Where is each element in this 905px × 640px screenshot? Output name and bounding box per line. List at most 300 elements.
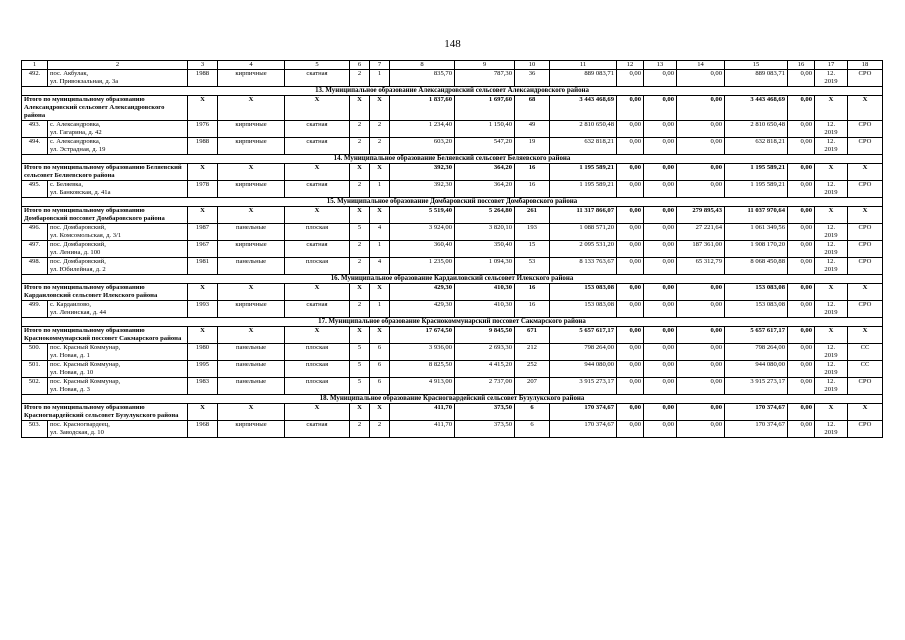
table-cell: кирпичные bbox=[218, 301, 285, 318]
subtotal-cell: 0,00 bbox=[644, 284, 677, 301]
table-cell: 0,00 bbox=[677, 138, 725, 155]
subtotal-cell: 1 195 589,21 bbox=[725, 164, 788, 181]
table-cell: 0,00 bbox=[788, 258, 815, 275]
table-cell: плоская bbox=[285, 344, 350, 361]
subtotal-cell: 153 083,08 bbox=[725, 284, 788, 301]
subtotal-cell: X bbox=[370, 164, 390, 181]
table-row bbox=[22, 301, 883, 318]
table-cell: СРО bbox=[848, 138, 883, 155]
table-cell: 0,00 bbox=[788, 181, 815, 198]
table-cell: 0,00 bbox=[644, 378, 677, 395]
table-cell: скатная bbox=[285, 70, 350, 87]
table-cell: СРО bbox=[848, 378, 883, 395]
table-cell: 501. bbox=[22, 361, 48, 378]
address-cell: пос. Красный Коммунар, ул. Новая, д. 1 bbox=[48, 344, 188, 361]
table-cell: 1 061 349,56 bbox=[725, 224, 788, 241]
subtotal-cell: X bbox=[350, 207, 370, 224]
subtotal-cell: 1 837,60 bbox=[390, 96, 455, 121]
table-row bbox=[22, 70, 883, 87]
table-row bbox=[22, 138, 883, 155]
table-cell: 153 083,08 bbox=[725, 301, 788, 318]
table-cell: 1 908 170,20 bbox=[725, 241, 788, 258]
table-cell: 0,00 bbox=[677, 361, 725, 378]
subtotal-label: Итого по муниципальному образованию Кардаиловский сельсовет Илекского района bbox=[22, 284, 188, 301]
table-cell: СРО bbox=[848, 70, 883, 87]
table-cell: кирпичные bbox=[218, 138, 285, 155]
subtotal-cell: 11 037 970,64 bbox=[725, 207, 788, 224]
subtotal-cell: X bbox=[848, 284, 883, 301]
subtotal-cell: 16 bbox=[515, 164, 550, 181]
column-number: 1 bbox=[22, 61, 48, 70]
table-cell: 502. bbox=[22, 378, 48, 395]
table-cell: плоская bbox=[285, 361, 350, 378]
subtotal-cell: 279 895,43 bbox=[677, 207, 725, 224]
column-number: 2 bbox=[48, 61, 188, 70]
subtotal-cell: 261 bbox=[515, 207, 550, 224]
subtotal-cell: 0,00 bbox=[617, 284, 644, 301]
table-cell: 1 bbox=[370, 301, 390, 318]
table-cell: 0,00 bbox=[788, 138, 815, 155]
column-number: 11 bbox=[550, 61, 617, 70]
table-cell: 15 bbox=[515, 241, 550, 258]
table-cell: 0,00 bbox=[644, 344, 677, 361]
table-cell: 1993 bbox=[188, 301, 218, 318]
column-number: 9 bbox=[455, 61, 515, 70]
table-cell: скатная bbox=[285, 301, 350, 318]
table-cell: 212 bbox=[515, 344, 550, 361]
subtotal-cell: X bbox=[815, 96, 848, 121]
table-cell: 0,00 bbox=[677, 301, 725, 318]
table-cell: 1967 bbox=[188, 241, 218, 258]
address-cell: пос. Домбаровский, ул. Ленина, д. 100 bbox=[48, 241, 188, 258]
subtotal-cell: X bbox=[370, 404, 390, 421]
subtotal-cell: X bbox=[815, 207, 848, 224]
table-cell: 0,00 bbox=[677, 378, 725, 395]
table-cell: 0,00 bbox=[677, 121, 725, 138]
table-cell: 49 bbox=[515, 121, 550, 138]
subtotal-cell: 0,00 bbox=[617, 164, 644, 181]
table-cell: 0,00 bbox=[788, 70, 815, 87]
table-cell: панельные bbox=[218, 378, 285, 395]
subtotal-cell: 170 374,67 bbox=[550, 404, 617, 421]
table-cell: 0,00 bbox=[788, 224, 815, 241]
subtotal-cell: 5 264,80 bbox=[455, 207, 515, 224]
section-heading: 18. Муниципальное образование Красногвардейский сельсовет Бузулукского района bbox=[22, 395, 883, 404]
table-cell: 798 264,00 bbox=[725, 344, 788, 361]
table-cell: 411,70 bbox=[390, 421, 455, 438]
subtotal-cell: X bbox=[848, 327, 883, 344]
table-cell: 410,30 bbox=[455, 301, 515, 318]
table-cell: 632 818,21 bbox=[725, 138, 788, 155]
table-cell: 16 bbox=[515, 301, 550, 318]
table-cell: 0,00 bbox=[617, 421, 644, 438]
section-heading-row bbox=[22, 318, 883, 327]
subtotal-row bbox=[22, 164, 883, 181]
table-cell: 1987 bbox=[188, 224, 218, 241]
column-number: 7 bbox=[370, 61, 390, 70]
table-cell: СС bbox=[848, 361, 883, 378]
table-cell: 27 221,64 bbox=[677, 224, 725, 241]
subtotal-cell: 5 519,40 bbox=[390, 207, 455, 224]
subtotal-cell: X bbox=[815, 284, 848, 301]
table-cell: кирпичные bbox=[218, 70, 285, 87]
table-cell: 12. 2019 bbox=[815, 70, 848, 87]
subtotal-cell: 364,20 bbox=[455, 164, 515, 181]
subtotal-row bbox=[22, 404, 883, 421]
subtotal-cell: 170 374,67 bbox=[725, 404, 788, 421]
table-cell: 0,00 bbox=[788, 241, 815, 258]
table-cell: 6 bbox=[370, 344, 390, 361]
table-cell: 0,00 bbox=[788, 378, 815, 395]
section-heading-row bbox=[22, 395, 883, 404]
table-cell: 0,00 bbox=[617, 181, 644, 198]
table-cell: 497. bbox=[22, 241, 48, 258]
table-cell: 350,40 bbox=[455, 241, 515, 258]
subtotal-cell: 16 bbox=[515, 284, 550, 301]
table-cell: 1 bbox=[370, 181, 390, 198]
subtotal-cell: 392,30 bbox=[390, 164, 455, 181]
table-cell: 0,00 bbox=[644, 121, 677, 138]
table-cell: 0,00 bbox=[617, 138, 644, 155]
table-cell: 0,00 bbox=[617, 258, 644, 275]
subtotal-cell: X bbox=[188, 96, 218, 121]
subtotal-cell: 0,00 bbox=[617, 207, 644, 224]
column-number: 4 bbox=[218, 61, 285, 70]
subtotal-row bbox=[22, 96, 883, 121]
subtotal-cell: X bbox=[188, 327, 218, 344]
subtotal-cell: X bbox=[350, 96, 370, 121]
table-cell: 2 bbox=[350, 70, 370, 87]
table-cell: 2 bbox=[350, 301, 370, 318]
subtotal-row bbox=[22, 284, 883, 301]
table-cell: 0,00 bbox=[617, 301, 644, 318]
subtotal-cell: X bbox=[350, 404, 370, 421]
table-cell: 889 083,71 bbox=[725, 70, 788, 87]
table-cell: кирпичные bbox=[218, 421, 285, 438]
table-cell: 12. 2019 bbox=[815, 138, 848, 155]
table-cell: 1 235,00 bbox=[390, 258, 455, 275]
table-row bbox=[22, 258, 883, 275]
table-cell: 0,00 bbox=[644, 181, 677, 198]
subtotal-cell: X bbox=[188, 207, 218, 224]
subtotal-cell: 9 845,50 bbox=[455, 327, 515, 344]
subtotal-cell: X bbox=[848, 207, 883, 224]
table-cell: 492. bbox=[22, 70, 48, 87]
table-cell: 1968 bbox=[188, 421, 218, 438]
table-cell: скатная bbox=[285, 138, 350, 155]
subtotal-cell: X bbox=[848, 164, 883, 181]
table-cell: 3 820,10 bbox=[455, 224, 515, 241]
table-cell: 429,30 bbox=[390, 301, 455, 318]
table-cell: 170 374,67 bbox=[725, 421, 788, 438]
table-cell: 4 415,20 bbox=[455, 361, 515, 378]
address-cell: пос. Красный Коммунар, ул. Новая, д. 10 bbox=[48, 361, 188, 378]
subtotal-cell: 1 195 589,21 bbox=[550, 164, 617, 181]
table-cell: 2 810 650,48 bbox=[725, 121, 788, 138]
subtotal-cell: X bbox=[218, 284, 285, 301]
address-cell: с. Беляевка, ул. Банковская, д. 41а bbox=[48, 181, 188, 198]
table-cell: 364,20 bbox=[455, 181, 515, 198]
table-cell: 889 083,71 bbox=[550, 70, 617, 87]
address-cell: пос. Домбаровский, ул. Комсомольская, д. 3/1 bbox=[48, 224, 188, 241]
table-cell: 19 bbox=[515, 138, 550, 155]
table-cell: 787,30 bbox=[455, 70, 515, 87]
table-cell: СРО bbox=[848, 258, 883, 275]
table-cell: 1988 bbox=[188, 70, 218, 87]
section-heading: 13. Муниципальное образование Александровский сельсовет Александровского района bbox=[22, 87, 883, 96]
table-row bbox=[22, 224, 883, 241]
table-cell: 0,00 bbox=[617, 224, 644, 241]
address-cell: с. Александровка, ул. Эстрадная, д. 19 bbox=[48, 138, 188, 155]
table-cell: скатная bbox=[285, 421, 350, 438]
subtotal-cell: X bbox=[218, 327, 285, 344]
table-cell: 3 915 273,17 bbox=[550, 378, 617, 395]
table-cell: 6 bbox=[370, 361, 390, 378]
subtotal-cell: X bbox=[848, 404, 883, 421]
subtotal-cell: 0,00 bbox=[788, 284, 815, 301]
subtotal-cell: X bbox=[370, 207, 390, 224]
table-cell: 1995 bbox=[188, 361, 218, 378]
table-cell: 12. 2019 bbox=[815, 258, 848, 275]
subtotal-cell: 68 bbox=[515, 96, 550, 121]
subtotal-cell: 0,00 bbox=[644, 404, 677, 421]
table-cell: 495. bbox=[22, 181, 48, 198]
table-cell: 0,00 bbox=[644, 138, 677, 155]
column-number: 13 bbox=[644, 61, 677, 70]
address-cell: пос. Красногвардеец, ул. Заводская, д. 10 bbox=[48, 421, 188, 438]
section-heading-row bbox=[22, 275, 883, 284]
table-cell: 1 195 589,21 bbox=[550, 181, 617, 198]
table-cell: 0,00 bbox=[788, 121, 815, 138]
column-number: 12 bbox=[617, 61, 644, 70]
table-row bbox=[22, 121, 883, 138]
table-cell: СРО bbox=[848, 421, 883, 438]
table-cell: 499. bbox=[22, 301, 48, 318]
subtotal-cell: X bbox=[848, 96, 883, 121]
table-cell: 0,00 bbox=[644, 258, 677, 275]
table-cell: 5 bbox=[350, 344, 370, 361]
table-cell: 0,00 bbox=[617, 378, 644, 395]
subtotal-cell: 3 443 468,69 bbox=[725, 96, 788, 121]
table-cell: 632 818,21 bbox=[550, 138, 617, 155]
column-number: 10 bbox=[515, 61, 550, 70]
table-cell: 5 bbox=[350, 224, 370, 241]
table-cell: 5 bbox=[350, 378, 370, 395]
housing-registry-table bbox=[21, 60, 883, 438]
table-cell: скатная bbox=[285, 241, 350, 258]
subtotal-cell: X bbox=[285, 327, 350, 344]
table-cell: 373,50 bbox=[455, 421, 515, 438]
subtotal-cell: X bbox=[350, 164, 370, 181]
table-cell: СРО bbox=[848, 301, 883, 318]
table-cell: 1 088 571,20 bbox=[550, 224, 617, 241]
subtotal-cell: X bbox=[370, 327, 390, 344]
subtotal-cell: X bbox=[218, 207, 285, 224]
table-cell: 2 bbox=[350, 138, 370, 155]
table-cell: 1980 bbox=[188, 344, 218, 361]
table-cell: 1 195 589,21 bbox=[725, 181, 788, 198]
subtotal-cell: 0,00 bbox=[677, 284, 725, 301]
subtotal-cell: X bbox=[285, 96, 350, 121]
subtotal-cell: 0,00 bbox=[677, 164, 725, 181]
table-cell: 1981 bbox=[188, 258, 218, 275]
table-body bbox=[22, 61, 883, 438]
subtotal-cell: 1 697,60 bbox=[455, 96, 515, 121]
table-cell: плоская bbox=[285, 224, 350, 241]
table-cell: 2 bbox=[350, 181, 370, 198]
table-cell: 0,00 bbox=[644, 361, 677, 378]
table-cell: СРО bbox=[848, 241, 883, 258]
table-cell: 2 bbox=[370, 121, 390, 138]
subtotal-cell: 410,30 bbox=[455, 284, 515, 301]
table-cell: панельные bbox=[218, 258, 285, 275]
table-cell: скатная bbox=[285, 181, 350, 198]
table-cell: 0,00 bbox=[617, 121, 644, 138]
table-cell: 496. bbox=[22, 224, 48, 241]
column-number: 8 bbox=[390, 61, 455, 70]
table-cell: 8 068 450,88 bbox=[725, 258, 788, 275]
column-number: 3 bbox=[188, 61, 218, 70]
subtotal-label: Итого по муниципальному образованию Красногвардейский сельсовет Бузулукского района bbox=[22, 404, 188, 421]
table-cell: 12. 2019 bbox=[815, 224, 848, 241]
table-cell: 2 bbox=[350, 241, 370, 258]
table-cell: 2 095 531,20 bbox=[550, 241, 617, 258]
subtotal-label: Итого по муниципальному образованию Беляевский сельсовет Беляевского района bbox=[22, 164, 188, 181]
subtotal-cell: 671 bbox=[515, 327, 550, 344]
table-cell: скатная bbox=[285, 121, 350, 138]
column-number: 5 bbox=[285, 61, 350, 70]
table-cell: 494. bbox=[22, 138, 48, 155]
subtotal-cell: 11 317 866,07 bbox=[550, 207, 617, 224]
table-cell: 153 083,08 bbox=[550, 301, 617, 318]
subtotal-cell: X bbox=[815, 327, 848, 344]
column-number: 17 bbox=[815, 61, 848, 70]
table-cell: 798 264,00 bbox=[550, 344, 617, 361]
section-heading-row bbox=[22, 198, 883, 207]
section-heading: 15. Муниципальное образование Домбаровский поссовет Домбаровского района bbox=[22, 198, 883, 207]
table-cell: 12. 2019 bbox=[815, 241, 848, 258]
subtotal-cell: X bbox=[188, 284, 218, 301]
subtotal-cell: X bbox=[285, 207, 350, 224]
table-row bbox=[22, 344, 883, 361]
subtotal-cell: 153 083,08 bbox=[550, 284, 617, 301]
section-heading: 14. Муниципальное образование Беляевский сельсовет Беляевского района bbox=[22, 155, 883, 164]
subtotal-cell: 0,00 bbox=[644, 327, 677, 344]
subtotal-cell: X bbox=[350, 284, 370, 301]
column-number-row bbox=[22, 61, 883, 70]
column-number: 14 bbox=[677, 61, 725, 70]
table-cell: кирпичные bbox=[218, 241, 285, 258]
subtotal-cell: 0,00 bbox=[617, 404, 644, 421]
table-cell: 2 bbox=[350, 421, 370, 438]
address-cell: пос. Домбаровский, ул. Юбилейная, д. 2 bbox=[48, 258, 188, 275]
table-cell: 0,00 bbox=[644, 241, 677, 258]
subtotal-cell: 5 657 617,17 bbox=[550, 327, 617, 344]
subtotal-cell: X bbox=[285, 164, 350, 181]
subtotal-cell: 0,00 bbox=[617, 96, 644, 121]
table-cell: 0,00 bbox=[644, 301, 677, 318]
subtotal-cell: 0,00 bbox=[644, 164, 677, 181]
table-cell: 944 080,00 bbox=[550, 361, 617, 378]
table-cell: 36 bbox=[515, 70, 550, 87]
table-cell: 170 374,67 bbox=[550, 421, 617, 438]
subtotal-cell: 373,50 bbox=[455, 404, 515, 421]
table-cell: СРО bbox=[848, 181, 883, 198]
table-cell: 0,00 bbox=[677, 344, 725, 361]
subtotal-cell: 6 bbox=[515, 404, 550, 421]
table-cell: 2 810 650,48 bbox=[550, 121, 617, 138]
section-heading-row bbox=[22, 155, 883, 164]
subtotal-cell: 17 674,50 bbox=[390, 327, 455, 344]
table-cell: 392,30 bbox=[390, 181, 455, 198]
table-cell: 0,00 bbox=[617, 241, 644, 258]
table-cell: плоская bbox=[285, 378, 350, 395]
table-cell: СРО bbox=[848, 121, 883, 138]
table-cell: 2 737,00 bbox=[455, 378, 515, 395]
table-cell: 498. bbox=[22, 258, 48, 275]
section-heading: 16. Муниципальное образование Кардаиловский сельсовет Илекского района bbox=[22, 275, 883, 284]
table-cell: 6 bbox=[370, 378, 390, 395]
table-cell: 2 bbox=[370, 421, 390, 438]
table-cell: 1 bbox=[370, 70, 390, 87]
subtotal-cell: 411,70 bbox=[390, 404, 455, 421]
table-cell: кирпичные bbox=[218, 121, 285, 138]
table-cell: 547,20 bbox=[455, 138, 515, 155]
table-cell: 360,40 bbox=[390, 241, 455, 258]
table-cell: 187 361,00 bbox=[677, 241, 725, 258]
table-cell: 4 bbox=[370, 224, 390, 241]
table-cell: 0,00 bbox=[677, 421, 725, 438]
table-cell: 944 080,00 bbox=[725, 361, 788, 378]
table-cell: 65 312,79 bbox=[677, 258, 725, 275]
table-cell: панельные bbox=[218, 361, 285, 378]
subtotal-cell: 0,00 bbox=[644, 207, 677, 224]
table-cell: 603,20 bbox=[390, 138, 455, 155]
table-cell: 2 bbox=[370, 138, 390, 155]
table-cell: 12. 2019 bbox=[815, 344, 848, 361]
address-cell: пос. Акбулак, ул. Привокзальная, д. 3а bbox=[48, 70, 188, 87]
subtotal-row bbox=[22, 327, 883, 344]
table-cell: 3 915 273,17 bbox=[725, 378, 788, 395]
table-cell: 12. 2019 bbox=[815, 181, 848, 198]
table-cell: 1988 bbox=[188, 138, 218, 155]
table-cell: 12. 2019 bbox=[815, 361, 848, 378]
table-cell: СС bbox=[848, 344, 883, 361]
table-row bbox=[22, 378, 883, 395]
table-cell: 3 924,00 bbox=[390, 224, 455, 241]
table-cell: 2 bbox=[350, 121, 370, 138]
table-cell: 53 bbox=[515, 258, 550, 275]
subtotal-cell: 0,00 bbox=[788, 164, 815, 181]
table-cell: 0,00 bbox=[677, 70, 725, 87]
table-cell: 2 bbox=[350, 258, 370, 275]
subtotal-cell: 0,00 bbox=[677, 327, 725, 344]
table-cell: 1978 bbox=[188, 181, 218, 198]
table-cell: 0,00 bbox=[644, 224, 677, 241]
subtotal-cell: X bbox=[218, 96, 285, 121]
table-cell: 0,00 bbox=[788, 344, 815, 361]
column-number: 16 bbox=[788, 61, 815, 70]
subtotal-cell: X bbox=[285, 284, 350, 301]
subtotal-cell: X bbox=[188, 404, 218, 421]
column-number: 18 bbox=[848, 61, 883, 70]
table-cell: 8 133 763,67 bbox=[550, 258, 617, 275]
table-cell: 12. 2019 bbox=[815, 121, 848, 138]
subtotal-cell: 0,00 bbox=[677, 404, 725, 421]
subtotal-row bbox=[22, 207, 883, 224]
subtotal-cell: 3 443 468,69 bbox=[550, 96, 617, 121]
address-cell: с. Александровка, ул. Гагарина, д. 42 bbox=[48, 121, 188, 138]
